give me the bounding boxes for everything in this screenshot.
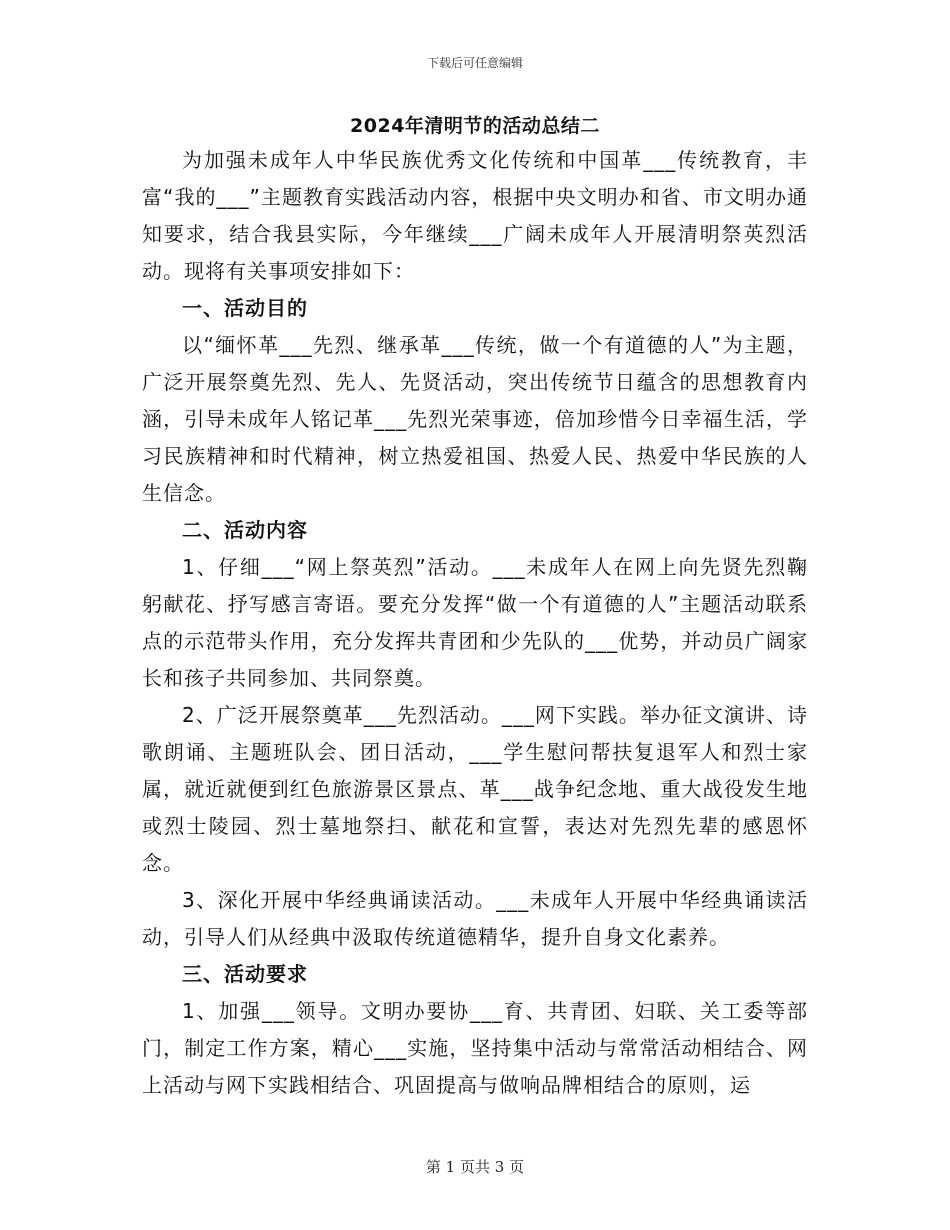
section-paragraph: 1、加强___领导。文明办要协___育、共青团、妇联、关工委等部门，制定工作方案，精心___实施，坚持集中活动与常常活动相结合、网上活动与网下实践相结合、巩固提高与做响品牌相结合的原则，运 [142, 999, 808, 1097]
document-title: 2024年清明节的活动总结二 [350, 115, 600, 137]
section-paragraph: 1、仔细___“网上祭英烈”活动。___未成年人在网上向先贤先烈鞠躬献花、抒写感言寄语。要充分发挥“做一个有道德的人”主题活动联系点的示范带头作用，充分发挥共青团和少先队的___优势，并动员广阔家长和孩子共同参加、共同祭奠。 [142, 555, 808, 690]
section-content [142, 512, 808, 956]
section-heading: 一、活动目的 [182, 296, 308, 320]
section-paragraph: 2、广泛开展祭奠革___先烈活动。___网下实践。举办征文演讲、诗歌朗诵、主题班队会、团日活动，___学生慰问帮扶复退军人和烈士家属，就近就便到红色旅游景区景点、革___战争纪念地、重大战役发生地或烈士陵园、烈士墓地祭扫、献花和宣誓，表达对先烈先辈的感恩怀念。 [142, 703, 808, 875]
header-note: 下载后可任意编辑 [426, 56, 523, 70]
section-heading: 二、活动内容 [182, 518, 308, 542]
section-paragraph: 3、深化开展中华经典诵读活动。___未成年人开展中华经典诵读活动，引导人们从经典中汲取传统道德精华，提升自身文化素养。 [142, 888, 808, 949]
document-body [142, 112, 808, 1104]
section-paragraph: 以“缅怀革___先烈、继承革___传统，做一个有道德的人”为主题，广泛开展祭奠先烈、先人、先贤活动，突出传统节日蕴含的思想教育内涵，引导未成年人铭记革___先烈光荣事迹，倍加珍惜今日幸福生活，学习民族精神和时代精神，树立热爱祖国、热爱人民、热爱中华民族的人生信念。 [142, 333, 808, 505]
section-requirements [142, 956, 808, 1104]
page-number-footer: 第 1 页共 3 页 [425, 1158, 525, 1176]
intro-paragraph: 为加强未成年人中华民族优秀文化传统和中国革___传统教育，丰富“我的___”主题教育实践活动内容，根据中央文明办和省、市文明办通知要求，结合我县实际，今年继续___广阔未成年人开展清明祭英烈活动。现将有关事项安排如下： [142, 148, 808, 283]
section-purpose [142, 290, 808, 512]
section-heading: 三、活动要求 [182, 962, 308, 986]
